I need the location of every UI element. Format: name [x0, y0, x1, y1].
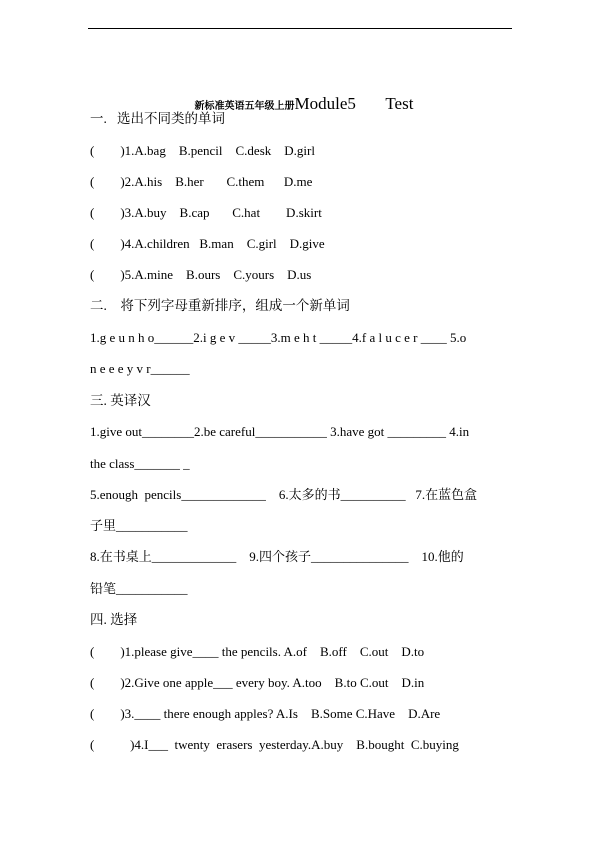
title-chinese: 新标准英语五年级上册: [194, 101, 295, 112]
question-3-line-2: the class_______ _: [90, 456, 190, 471]
question-4-2: ( )2.Give one apple___ every boy. A.too B.to C.out D.in: [90, 675, 425, 690]
section-2-heading: 二. 将下列字母重新排序，组成一个新单词: [90, 298, 350, 313]
question-3-line-3: 5.enough pencils_____________ 6.太多的书__________ 7.在蓝色盒: [90, 487, 478, 502]
section-4-heading: 四. 选择: [90, 612, 138, 627]
question-4-1: ( )1.please give____ the pencils. A.of B.off C.out D.to: [90, 644, 425, 659]
question-1-2: ( )2.A.his B.her C.them D.me: [90, 174, 313, 189]
question-3-line-1: 1.give out________2.be careful___________ 3.have got _________ 4.in: [90, 424, 470, 439]
question-4-3: ( )3.____ there enough apples? A.Is B.Some C.Have D.Are: [90, 706, 441, 721]
question-1-1: ( )1.A.bag B.pencil C.desk D.girl: [90, 143, 315, 158]
page-title: [0, 76, 600, 114]
question-3-line-4: 子里___________: [90, 518, 188, 533]
question-2-line-1: 1.g e u n h o______2.i g e v _____3.m e h t _____4.f a l u c e r ____ 5.o: [90, 330, 467, 345]
top-rule: [88, 28, 512, 29]
question-3-line-5: 8.在书桌上_____________ 9.四个孩子_______________ 10.他的: [90, 549, 464, 564]
question-1-5: ( )5.A.mine B.ours C.yours D.us: [90, 267, 312, 282]
question-2-line-2: n e e e y v r______: [90, 361, 190, 376]
question-1-3: ( )3.A.buy B.cap C.hat D.skirt: [90, 205, 322, 220]
question-1-4: ( )4.A.children B.man C.girl D.give: [90, 236, 325, 251]
title-english: Module5 Test: [294, 94, 414, 113]
section-3-heading: 三. 英译汉: [90, 393, 151, 408]
question-4-4: ( )4.I___ twenty erasers yesterday.A.buy B.bought C.buying: [90, 737, 459, 752]
question-3-line-6: 铅笔___________: [90, 581, 188, 596]
section-1-heading: 一. 选出不同类的单词: [90, 111, 225, 126]
